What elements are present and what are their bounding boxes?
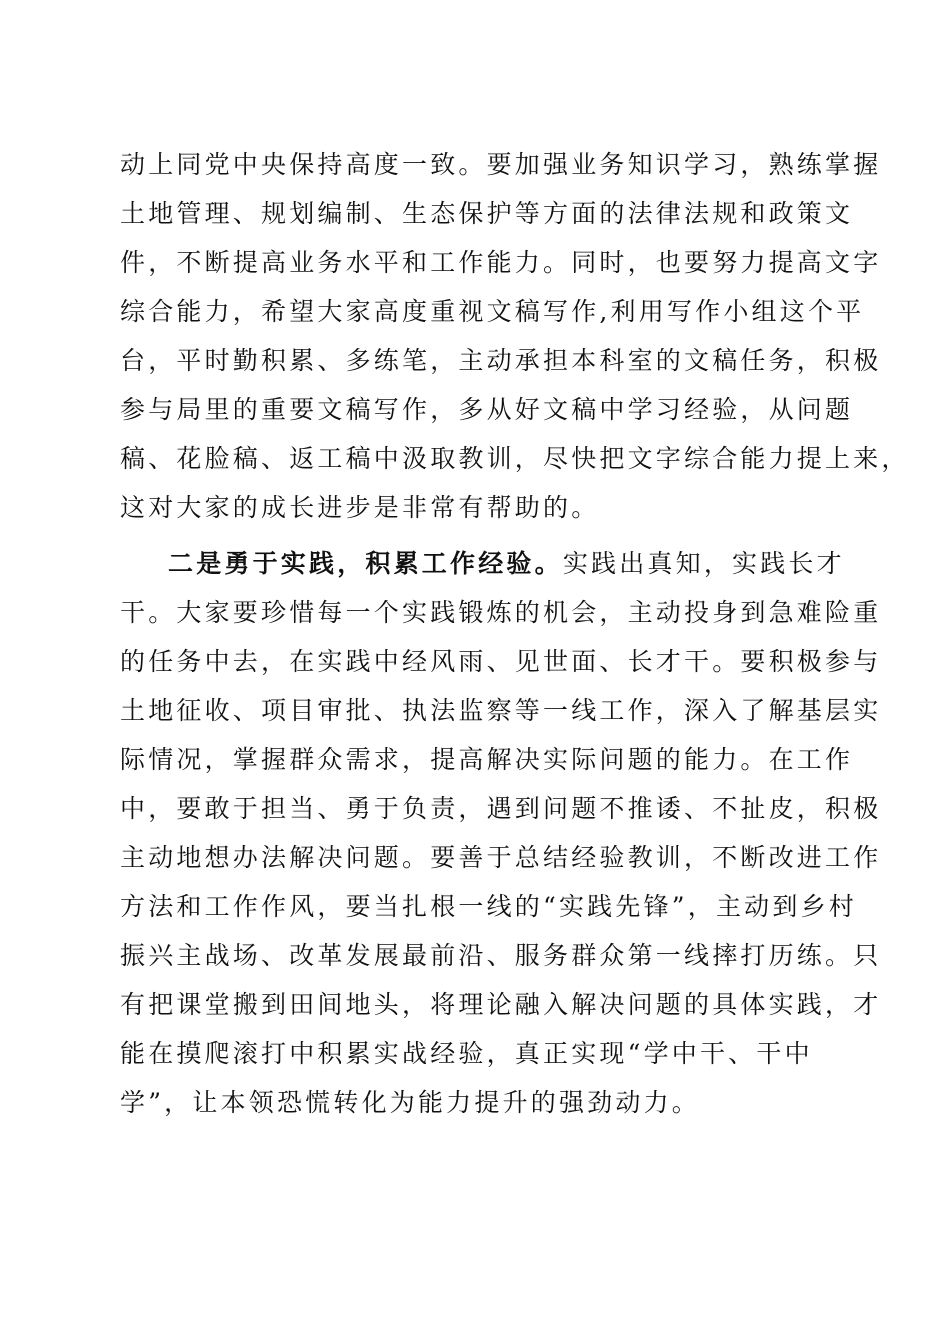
paragraph-2-first-line (168, 539, 845, 588)
paragraph-1-line: 综合能力，希望大家高度重视文稿写作,利用写作小组这个平 (120, 297, 865, 326)
paragraph-2-line: 主动地想办法解决问题。要善于总结经验教训，不断改进工作 (120, 843, 882, 872)
paragraph-1-line: 动上同党中央保持高度一致。要加强业务知识学习，熟练掌握 (120, 150, 882, 179)
paragraph-2-line: 能在摸爬滚打中积累实战经验，真正实现“学中干、干中 (120, 1039, 813, 1068)
paragraph-2-line: 中，要敢于担当、勇于负责，遇到问题不推诿、不扯皮，积极 (120, 794, 882, 823)
paragraph-1-line: 台，平时勤积累、多练笔，主动承担本科室的文稿任务，积极 (120, 346, 882, 375)
paragraph-1-line: 件，不断提高业务水平和工作能力。同时，也要努力提高文字 (120, 248, 882, 277)
paragraph-2-line: 方法和工作作风，要当扎根一线的“实践先锋”，主动到乡村 (120, 892, 857, 921)
paragraph-2-first-line-text: 实践出真知，实践长才 (562, 549, 845, 578)
paragraph-2-heading: 二是勇于实践，积累工作经验。 (168, 549, 563, 578)
paragraph-1-line: 稿、花脸稿、返工稿中汲取教训，尽快把文字综合能力提上来， (120, 444, 910, 473)
paragraph-2-line: 土地征收、项目审批、执法监察等一线工作，深入了解基层实 (120, 696, 882, 725)
paragraph-1-line: 这对大家的成长进步是非常有帮助的。 (120, 493, 600, 522)
paragraph-2-line: 振兴主战场、改革发展最前沿、服务群众第一线摔打历练。只 (120, 941, 882, 970)
paragraph-2-line: 学”，让本领恐慌转化为能力提升的强劲动力。 (120, 1088, 700, 1117)
paragraph-2-line: 有把课堂搬到田间地头，将理论融入解决问题的具体实践，才 (120, 990, 882, 1019)
paragraph-2-line: 的任务中去，在实践中经风雨、见世面、长才干。要积极参与 (120, 647, 882, 676)
paragraph-2-line: 干。大家要珍惜每一个实践锻炼的机会，主动投身到急难险重 (120, 598, 882, 627)
paragraph-2-line: 际情况，掌握群众需求，提高解决实际问题的能力。在工作 (120, 745, 854, 774)
paragraph-1-line: 土地管理、规划编制、生态保护等方面的法律法规和政策文 (120, 199, 854, 228)
paragraph-1-line: 参与局里的重要文稿写作，多从好文稿中学习经验，从问题 (120, 395, 854, 424)
